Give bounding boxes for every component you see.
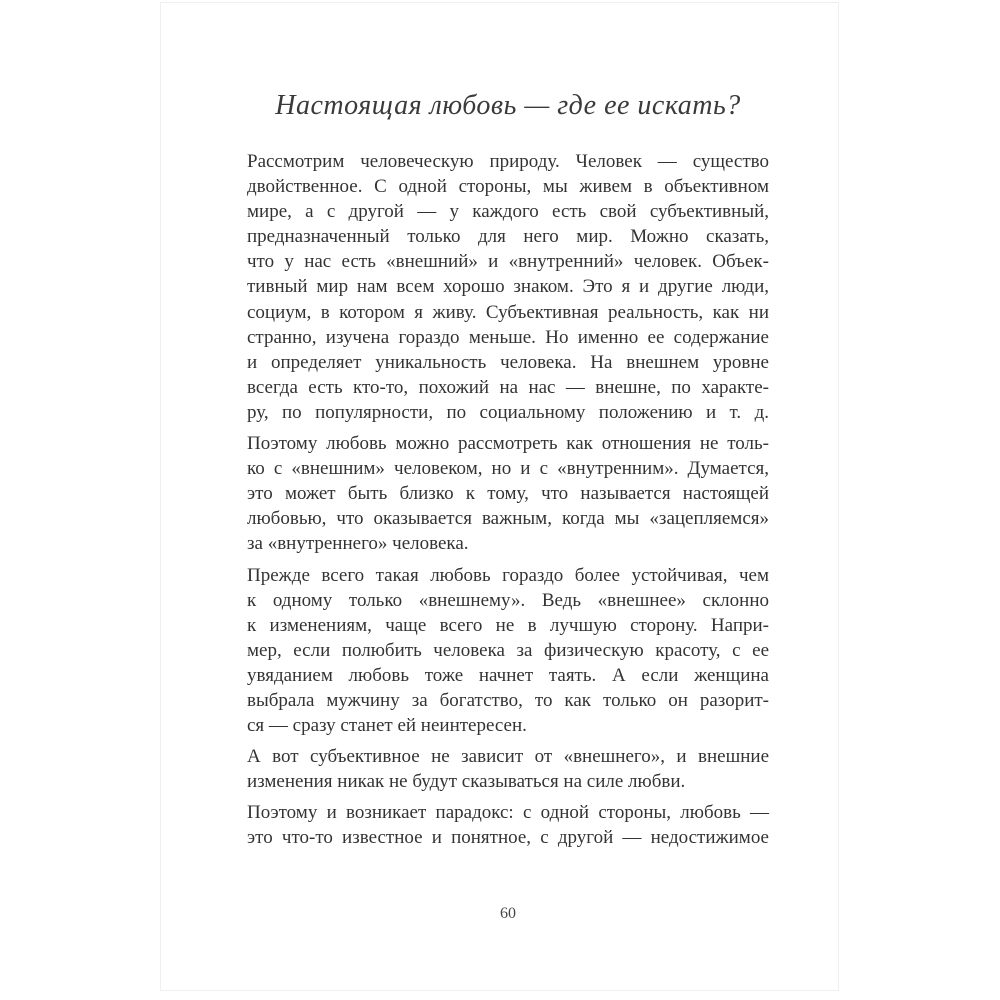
text-line: это что-то известное и понятное, с другой — недостижимое xyxy=(247,827,769,849)
text-line: двойственное. С одной стороны, мы живем в объективном xyxy=(247,176,769,198)
paragraph xyxy=(247,149,769,425)
body-text xyxy=(247,149,769,851)
paragraph xyxy=(247,563,769,739)
text-line: к одному только «внешнему». Ведь «внешнее» склонно xyxy=(247,589,769,611)
text-line: это может быть близко к тому, что называется настоящей xyxy=(247,483,769,505)
text-line: выбрала мужчину за богатство, то как только он разорит- xyxy=(247,689,769,711)
text-line: странно, изучена гораздо меньше. Но именно ее содержание xyxy=(247,326,769,348)
text-line: Прежде всего такая любовь гораздо более устойчивая, чем xyxy=(247,564,769,586)
text-line: что у нас есть «внешний» и «внутренний» человек. Объек- xyxy=(247,251,769,273)
text-line: и определяет уникальность человека. На внешнем уровне xyxy=(247,351,769,373)
page-number: 60 xyxy=(500,905,516,922)
text-line: А вот субъективное не зависит от «внешнего», и внешние xyxy=(247,746,769,768)
paragraph xyxy=(247,431,769,556)
text-line: всегда есть кто-то, похожий на нас — внешне, по характе- xyxy=(247,376,769,398)
text-line: за «внутреннего» человека. xyxy=(247,533,469,555)
book-page xyxy=(160,2,839,991)
text-line: Поэтому и возникает парадокс: с одной стороны, любовь — xyxy=(247,802,769,824)
text-line: к изменениям, чаще всего не в лучшую сторону. Напри- xyxy=(247,614,769,636)
text-line: изменения никак не будут сказываться на силе любви. xyxy=(247,771,686,793)
text-line: ру, по популярности, по социальному положению и т. д. xyxy=(247,401,769,423)
text-line: мире, а с другой — у каждого есть свой субъективный, xyxy=(247,201,769,223)
text-line: Рассмотрим человеческую природу. Человек — существо xyxy=(247,151,769,172)
text-line: предназначенный только для него мир. Можно сказать, xyxy=(247,226,769,248)
text-line: социум, в котором я живу. Субъективная реальность, как ни xyxy=(247,301,769,323)
text-line: увяданием любовь тоже начнет таять. А если женщина xyxy=(247,664,769,686)
paragraph xyxy=(247,744,769,794)
text-line: тивный мир нам всем хорошо знаком. Это я и другие люди, xyxy=(247,276,769,298)
chapter-title: Настоящая любовь — где ее искать? xyxy=(275,90,741,121)
text-line: ся — сразу станет ей неинтересен. xyxy=(247,715,527,737)
text-line: Поэтому любовь можно рассмотреть как отношения не толь- xyxy=(247,433,769,455)
text-line: любовью, что оказывается важным, когда мы «зацепляемся» xyxy=(247,508,769,530)
text-line: мер, если полюбить человека за физическую красоту, с ее xyxy=(247,639,769,661)
paragraph xyxy=(247,800,769,850)
text-line: ко с «внешним» человеком, но и с «внутренним». Думается, xyxy=(247,458,769,480)
